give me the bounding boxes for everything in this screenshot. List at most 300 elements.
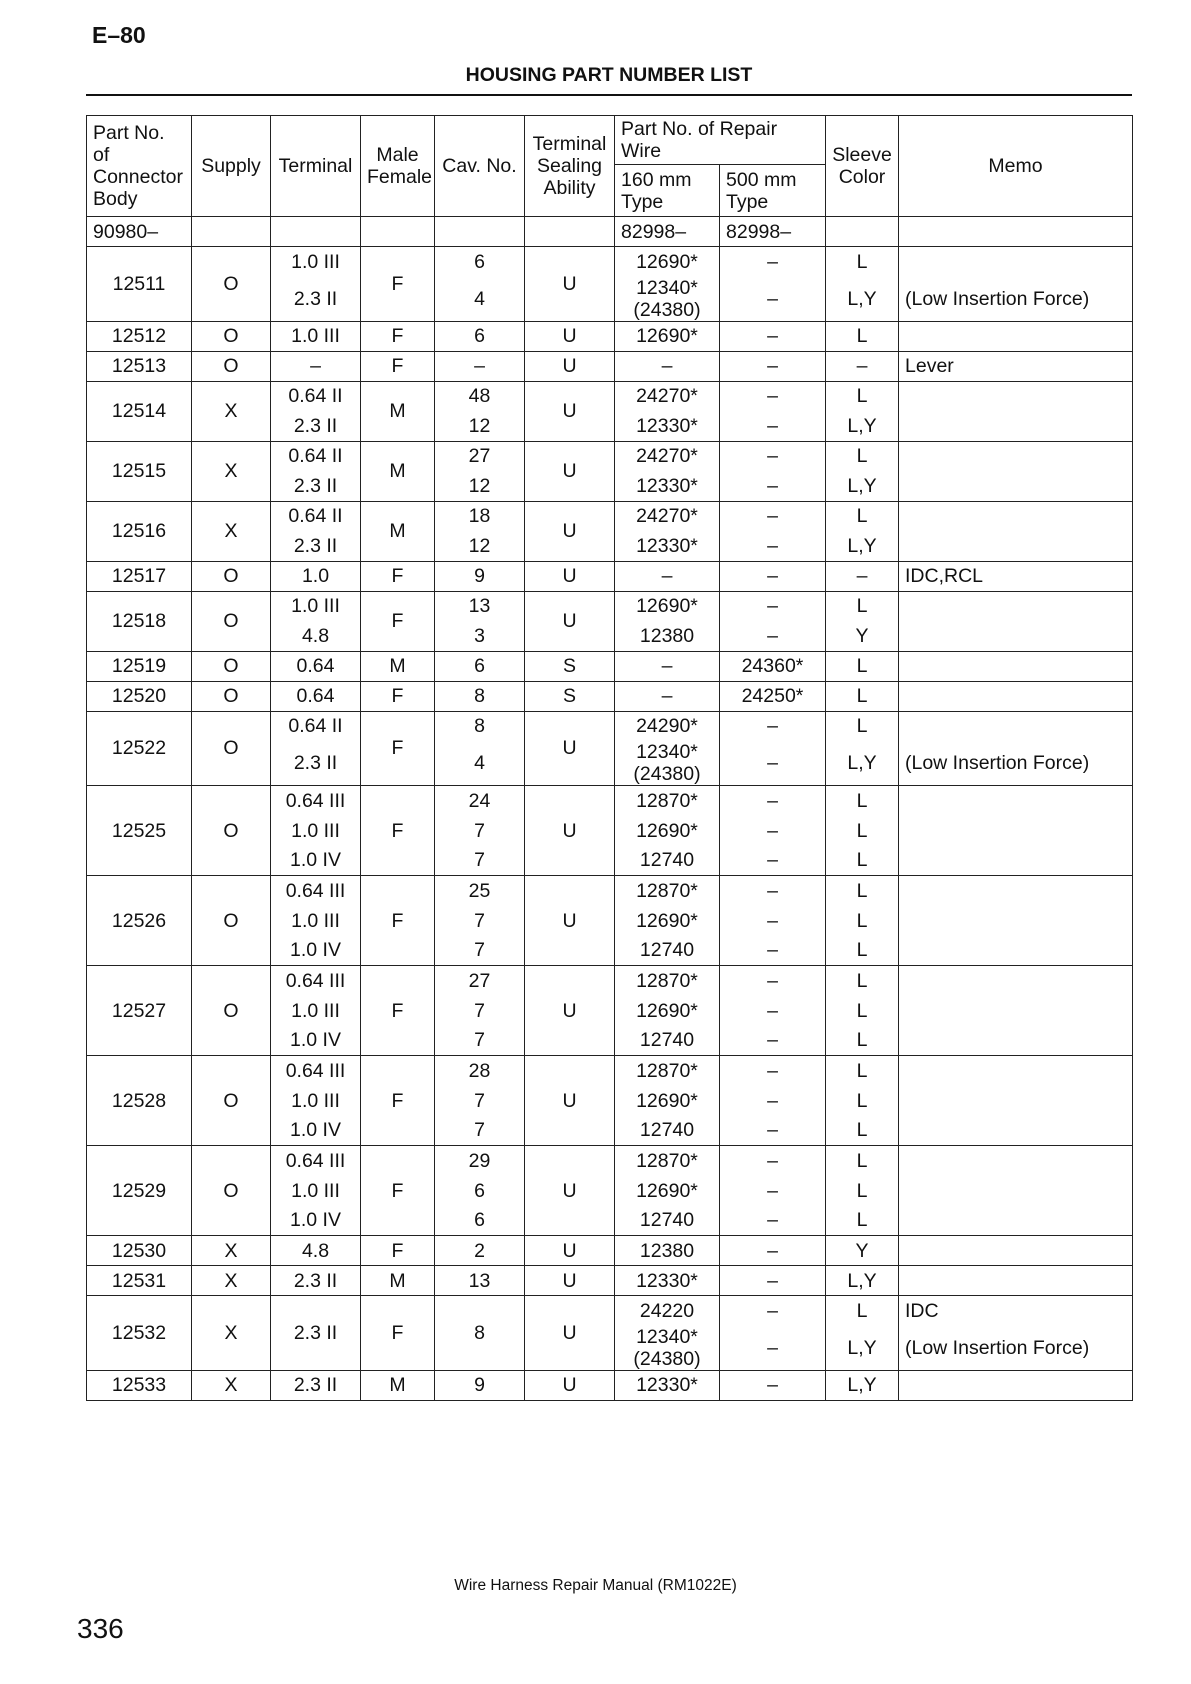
prefix-empty-cell xyxy=(525,217,615,247)
memo-cell xyxy=(899,1116,1133,1146)
cav-no-cell: 8 xyxy=(435,681,525,711)
title-divider xyxy=(86,94,1132,96)
terminal-cell: 0.64 III xyxy=(271,1056,361,1086)
table-row xyxy=(87,1266,1133,1296)
cav-no-cell: 27 xyxy=(435,966,525,996)
sealing-cell: U xyxy=(525,1296,615,1371)
repair-wire-500mm-cell: – xyxy=(720,501,826,531)
sealing-cell: U xyxy=(525,876,615,966)
memo-cell xyxy=(899,321,1133,351)
repair-wire-500mm-cell: – xyxy=(720,381,826,411)
memo-cell: (Low Insertion Force) xyxy=(899,741,1133,786)
cav-no-cell: 7 xyxy=(435,1116,525,1146)
supply-cell: X xyxy=(192,1370,271,1400)
repair-wire-500mm-cell: – xyxy=(720,351,826,381)
sleeve-color-cell: L,Y xyxy=(826,1326,899,1371)
footer-manual-title: Wire Harness Repair Manual (RM1022E) xyxy=(454,1577,737,1594)
table-row xyxy=(87,651,1133,681)
memo-cell xyxy=(899,411,1133,441)
memo-cell xyxy=(899,681,1133,711)
repair-wire-500mm-cell: – xyxy=(720,531,826,561)
repair-wire-160mm-cell: 12380 xyxy=(615,1236,720,1266)
supply-cell: O xyxy=(192,247,271,322)
repair-wire-160mm-cell: 24270* xyxy=(615,381,720,411)
terminal-cell: 0.64 III xyxy=(271,966,361,996)
memo-cell xyxy=(899,1206,1133,1236)
sleeve-color-cell: L xyxy=(826,591,899,621)
sleeve-color-cell: L xyxy=(826,786,899,816)
repair-wire-500mm-cell: – xyxy=(720,966,826,996)
part-number-cell: 12525 xyxy=(87,786,192,876)
repair-wire-500mm-cell: – xyxy=(720,277,826,322)
supply-cell: O xyxy=(192,321,271,351)
cav-no-cell: 6 xyxy=(435,321,525,351)
memo-cell xyxy=(899,816,1133,846)
sleeve-color-cell: L,Y xyxy=(826,277,899,322)
header-sleeve-color: Sleeve Color xyxy=(826,116,899,217)
repair-wire-160mm-cell: 12870* xyxy=(615,1146,720,1176)
male-female-cell: M xyxy=(361,651,435,681)
male-female-cell: F xyxy=(361,591,435,651)
terminal-cell: 2.3 II xyxy=(271,531,361,561)
cav-no-cell: 28 xyxy=(435,1056,525,1086)
part-number-cell: 12519 xyxy=(87,651,192,681)
supply-cell: O xyxy=(192,651,271,681)
repair-wire-160mm-cell: – xyxy=(615,561,720,591)
repair-wire-160mm-cell: 12690* xyxy=(615,247,720,277)
memo-cell xyxy=(899,471,1133,501)
male-female-cell: F xyxy=(361,321,435,351)
cav-no-cell: 7 xyxy=(435,996,525,1026)
repair-wire-500mm-cell: – xyxy=(720,906,826,936)
part-number-cell: 12514 xyxy=(87,381,192,441)
memo-cell xyxy=(899,966,1133,996)
memo-cell xyxy=(899,1086,1133,1116)
sealing-cell: U xyxy=(525,1056,615,1146)
table-body xyxy=(87,217,1133,1401)
repair-wire-160mm-cell: 12690* xyxy=(615,1176,720,1206)
repair-wire-160mm-cell: 12330* xyxy=(615,1266,720,1296)
supply-cell: O xyxy=(192,681,271,711)
terminal-cell: 1.0 III xyxy=(271,1086,361,1116)
supply-cell: O xyxy=(192,786,271,876)
terminal-cell: 0.64 II xyxy=(271,711,361,741)
repair-wire-160mm-cell: 12330* xyxy=(615,411,720,441)
repair-wire-500mm-cell: – xyxy=(720,411,826,441)
male-female-cell: F xyxy=(361,1056,435,1146)
memo-cell xyxy=(899,651,1133,681)
cav-no-cell: 13 xyxy=(435,591,525,621)
prefix-empty-cell xyxy=(826,217,899,247)
part-number-cell: 12515 xyxy=(87,441,192,501)
sleeve-color-cell: L xyxy=(826,846,899,876)
repair-wire-160mm-cell: 12870* xyxy=(615,876,720,906)
repair-wire-160mm-cell: – xyxy=(615,351,720,381)
sleeve-color-cell: L xyxy=(826,1206,899,1236)
repair-wire-160mm-cell: 12740 xyxy=(615,1116,720,1146)
terminal-cell: 1.0 III xyxy=(271,816,361,846)
repair-wire-500mm-cell: – xyxy=(720,846,826,876)
cav-no-cell: 6 xyxy=(435,247,525,277)
male-female-cell: M xyxy=(361,1266,435,1296)
memo-cell xyxy=(899,996,1133,1026)
table-row xyxy=(87,561,1133,591)
cav-no-cell: 2 xyxy=(435,1236,525,1266)
table-row xyxy=(87,351,1133,381)
terminal-cell: 2.3 II xyxy=(271,741,361,786)
repair-wire-500mm-cell: – xyxy=(720,1296,826,1326)
memo-cell: Lever xyxy=(899,351,1133,381)
part-number-cell: 12527 xyxy=(87,966,192,1056)
sealing-cell: S xyxy=(525,681,615,711)
terminal-cell: 1.0 IV xyxy=(271,1116,361,1146)
male-female-cell: F xyxy=(361,1146,435,1236)
prefix-empty-cell xyxy=(899,217,1133,247)
cav-no-cell: 27 xyxy=(435,441,525,471)
repair-wire-500mm-cell: – xyxy=(720,1206,826,1236)
sleeve-color-cell: Y xyxy=(826,1236,899,1266)
cav-no-cell: – xyxy=(435,351,525,381)
terminal-cell: 2.3 II xyxy=(271,411,361,441)
repair-wire-500mm-cell: – xyxy=(720,471,826,501)
repair-wire-160mm-cell: 12690* xyxy=(615,996,720,1026)
male-female-cell: F xyxy=(361,786,435,876)
table-row xyxy=(87,711,1133,741)
supply-cell: O xyxy=(192,561,271,591)
repair-wire-500mm-cell: – xyxy=(720,1176,826,1206)
cav-no-cell: 13 xyxy=(435,1266,525,1296)
sealing-cell: U xyxy=(525,501,615,561)
repair-wire-160mm-cell: 12380 xyxy=(615,621,720,651)
part-number-cell: 12517 xyxy=(87,561,192,591)
repair-wire-500mm-cell: – xyxy=(720,1266,826,1296)
repair-wire-160mm-cell: 12870* xyxy=(615,1056,720,1086)
male-female-cell: F xyxy=(361,876,435,966)
terminal-cell: 1.0 III xyxy=(271,321,361,351)
part-number-cell: 12511 xyxy=(87,247,192,322)
memo-cell xyxy=(899,876,1133,906)
sleeve-color-cell: Y xyxy=(826,621,899,651)
part-number-cell: 12522 xyxy=(87,711,192,786)
male-female-cell: F xyxy=(361,351,435,381)
cav-no-cell: 7 xyxy=(435,1086,525,1116)
table-row xyxy=(87,441,1133,471)
repair-wire-500mm-cell: – xyxy=(720,441,826,471)
part-number-cell: 12513 xyxy=(87,351,192,381)
table-row xyxy=(87,1370,1133,1400)
memo-cell xyxy=(899,1236,1133,1266)
repair-wire-500mm-cell: – xyxy=(720,321,826,351)
cav-no-cell: 4 xyxy=(435,741,525,786)
terminal-cell: 2.3 II xyxy=(271,471,361,501)
sealing-cell: U xyxy=(525,786,615,876)
memo-cell xyxy=(899,846,1133,876)
repair-wire-500mm-cell: – xyxy=(720,1236,826,1266)
memo-cell: (Low Insertion Force) xyxy=(899,1326,1133,1371)
terminal-cell: 1.0 IV xyxy=(271,936,361,966)
sealing-cell: U xyxy=(525,561,615,591)
terminal-cell: 0.64 III xyxy=(271,786,361,816)
cav-no-cell: 8 xyxy=(435,711,525,741)
sealing-cell: U xyxy=(525,321,615,351)
header-supply: Supply xyxy=(192,116,271,217)
repair-wire-500mm-cell: – xyxy=(720,1056,826,1086)
sealing-cell: U xyxy=(525,1236,615,1266)
header-part-no: Part No. of Connector Body xyxy=(87,116,192,217)
sealing-cell: S xyxy=(525,651,615,681)
supply-cell: X xyxy=(192,381,271,441)
part-number-cell: 12518 xyxy=(87,591,192,651)
cav-no-cell: 12 xyxy=(435,471,525,501)
prefix-part-no: 90980– xyxy=(87,217,192,247)
table-row xyxy=(87,1236,1133,1266)
table-row xyxy=(87,1056,1133,1086)
sleeve-color-cell: L,Y xyxy=(826,1266,899,1296)
repair-wire-500mm-cell: – xyxy=(720,1370,826,1400)
sleeve-color-cell: L xyxy=(826,906,899,936)
sleeve-color-cell: L xyxy=(826,681,899,711)
header-repair-wire: Part No. of Repair Wire xyxy=(615,116,826,165)
repair-wire-160mm-cell: 12740 xyxy=(615,936,720,966)
repair-wire-160mm-cell: 24270* xyxy=(615,441,720,471)
memo-cell xyxy=(899,936,1133,966)
cav-no-cell: 18 xyxy=(435,501,525,531)
table-row xyxy=(87,1146,1133,1176)
sleeve-color-cell: L xyxy=(826,651,899,681)
sleeve-color-cell: L xyxy=(826,1086,899,1116)
terminal-cell: 0.64 II xyxy=(271,381,361,411)
supply-cell: O xyxy=(192,351,271,381)
repair-wire-500mm-cell: – xyxy=(720,591,826,621)
cav-no-cell: 3 xyxy=(435,621,525,651)
supply-cell: O xyxy=(192,1056,271,1146)
memo-cell xyxy=(899,381,1133,411)
male-female-cell: M xyxy=(361,501,435,561)
repair-wire-500mm-cell: – xyxy=(720,876,826,906)
supply-cell: O xyxy=(192,1146,271,1236)
supply-cell: X xyxy=(192,1266,271,1296)
male-female-cell: M xyxy=(361,381,435,441)
sleeve-color-cell: L xyxy=(826,1116,899,1146)
sleeve-color-cell: L xyxy=(826,996,899,1026)
sleeve-color-cell: L xyxy=(826,501,899,531)
memo-cell xyxy=(899,591,1133,621)
cav-no-cell: 7 xyxy=(435,846,525,876)
terminal-cell: 2.3 II xyxy=(271,277,361,322)
repair-wire-160mm-cell: 12330* xyxy=(615,531,720,561)
memo-cell xyxy=(899,1146,1133,1176)
sealing-cell: U xyxy=(525,1266,615,1296)
repair-wire-500mm-cell: – xyxy=(720,786,826,816)
supply-cell: X xyxy=(192,1236,271,1266)
memo-cell xyxy=(899,711,1133,741)
sleeve-color-cell: L,Y xyxy=(826,471,899,501)
memo-cell xyxy=(899,621,1133,651)
repair-wire-500mm-cell: 24250* xyxy=(720,681,826,711)
part-number-cell: 12529 xyxy=(87,1146,192,1236)
memo-cell: IDC xyxy=(899,1296,1133,1326)
repair-wire-160mm-cell: 12340* (24380) xyxy=(615,741,720,786)
male-female-cell: F xyxy=(361,561,435,591)
male-female-cell: F xyxy=(361,966,435,1056)
prefix-empty-cell xyxy=(271,217,361,247)
page-number: 336 xyxy=(77,1613,124,1644)
repair-wire-500mm-cell: – xyxy=(720,741,826,786)
repair-wire-160mm-cell: 24290* xyxy=(615,711,720,741)
sealing-cell: U xyxy=(525,381,615,441)
repair-wire-500mm-cell: – xyxy=(720,1326,826,1371)
repair-wire-160mm-cell: 12690* xyxy=(615,906,720,936)
memo-cell xyxy=(899,441,1133,471)
cav-no-cell: 12 xyxy=(435,411,525,441)
supply-cell: O xyxy=(192,711,271,786)
terminal-cell: 0.64 xyxy=(271,651,361,681)
terminal-cell: 1.0 III xyxy=(271,906,361,936)
sleeve-color-cell: L xyxy=(826,247,899,277)
cav-no-cell: 25 xyxy=(435,876,525,906)
header-male-female: Male Female xyxy=(361,116,435,217)
sealing-cell: U xyxy=(525,966,615,1056)
repair-wire-160mm-cell: 12690* xyxy=(615,591,720,621)
table-row xyxy=(87,966,1133,996)
sleeve-color-cell: L xyxy=(826,1056,899,1086)
repair-wire-160mm-cell: – xyxy=(615,681,720,711)
header-memo: Memo xyxy=(899,116,1133,217)
memo-cell xyxy=(899,1176,1133,1206)
repair-wire-160mm-cell: 12870* xyxy=(615,966,720,996)
sleeve-color-cell: L,Y xyxy=(826,741,899,786)
male-female-cell: M xyxy=(361,441,435,501)
repair-wire-500mm-cell: – xyxy=(720,711,826,741)
memo-cell xyxy=(899,1056,1133,1086)
table-row xyxy=(87,381,1133,411)
memo-cell: (Low Insertion Force) xyxy=(899,277,1133,322)
sleeve-color-cell: L xyxy=(826,936,899,966)
sealing-cell: U xyxy=(525,711,615,786)
repair-wire-500mm-cell: 24360* xyxy=(720,651,826,681)
supply-cell: X xyxy=(192,441,271,501)
table-row xyxy=(87,1296,1133,1326)
sealing-cell: U xyxy=(525,351,615,381)
cav-no-cell: 7 xyxy=(435,906,525,936)
header-sealing-ability: Terminal Sealing Ability xyxy=(525,116,615,217)
terminal-cell: – xyxy=(271,351,361,381)
header-500mm-type: 500 mm Type xyxy=(720,165,826,217)
prefix-500mm: 82998– xyxy=(720,217,826,247)
cav-no-cell: 6 xyxy=(435,1206,525,1236)
male-female-cell: F xyxy=(361,681,435,711)
repair-wire-160mm-cell: 12690* xyxy=(615,1086,720,1116)
prefix-empty-cell xyxy=(435,217,525,247)
terminal-cell: 0.64 III xyxy=(271,876,361,906)
cav-no-cell: 24 xyxy=(435,786,525,816)
supply-cell: O xyxy=(192,966,271,1056)
terminal-cell: 1.0 IV xyxy=(271,1026,361,1056)
supply-cell: X xyxy=(192,501,271,561)
male-female-cell: F xyxy=(361,1236,435,1266)
supply-cell: O xyxy=(192,591,271,651)
repair-wire-160mm-cell: – xyxy=(615,651,720,681)
repair-wire-160mm-cell: 12330* xyxy=(615,471,720,501)
page-title: HOUSING PART NUMBER LIST xyxy=(465,64,753,86)
sleeve-color-cell: L xyxy=(826,816,899,846)
repair-wire-500mm-cell: – xyxy=(720,1086,826,1116)
memo-cell xyxy=(899,1370,1133,1400)
terminal-cell: 2.3 II xyxy=(271,1296,361,1371)
header-cav-no: Cav. No. xyxy=(435,116,525,217)
prefix-empty-cell xyxy=(192,217,271,247)
sleeve-color-cell: L xyxy=(826,1026,899,1056)
supply-cell: X xyxy=(192,1296,271,1371)
cav-no-cell: 7 xyxy=(435,816,525,846)
sleeve-color-cell: – xyxy=(826,561,899,591)
table-row xyxy=(87,501,1133,531)
sleeve-color-cell: L,Y xyxy=(826,411,899,441)
sleeve-color-cell: L xyxy=(826,381,899,411)
part-number-cell: 12530 xyxy=(87,1236,192,1266)
part-number-cell: 12528 xyxy=(87,1056,192,1146)
part-number-cell: 12520 xyxy=(87,681,192,711)
cav-no-cell: 12 xyxy=(435,531,525,561)
table-prefix-row xyxy=(87,217,1133,247)
memo-cell xyxy=(899,501,1133,531)
terminal-cell: 1.0 III xyxy=(271,247,361,277)
repair-wire-160mm-cell: 12740 xyxy=(615,846,720,876)
memo-cell xyxy=(899,1266,1133,1296)
repair-wire-160mm-cell: 12690* xyxy=(615,321,720,351)
sealing-cell: U xyxy=(525,1146,615,1236)
male-female-cell: F xyxy=(361,711,435,786)
table-row xyxy=(87,876,1133,906)
repair-wire-500mm-cell: – xyxy=(720,816,826,846)
section-code: E–80 xyxy=(92,22,146,48)
repair-wire-160mm-cell: 12330* xyxy=(615,1370,720,1400)
repair-wire-160mm-cell: 12740 xyxy=(615,1026,720,1056)
terminal-cell: 2.3 II xyxy=(271,1266,361,1296)
memo-cell xyxy=(899,906,1133,936)
repair-wire-500mm-cell: – xyxy=(720,247,826,277)
sleeve-color-cell: L,Y xyxy=(826,1370,899,1400)
sleeve-color-cell: L xyxy=(826,441,899,471)
cav-no-cell: 9 xyxy=(435,1370,525,1400)
table-row xyxy=(87,321,1133,351)
prefix-160mm: 82998– xyxy=(615,217,720,247)
cav-no-cell: 9 xyxy=(435,561,525,591)
housing-part-number-table xyxy=(86,115,1133,1401)
part-number-cell: 12526 xyxy=(87,876,192,966)
terminal-cell: 0.64 II xyxy=(271,501,361,531)
part-number-cell: 12533 xyxy=(87,1370,192,1400)
memo-cell xyxy=(899,531,1133,561)
cav-no-cell: 7 xyxy=(435,936,525,966)
cav-no-cell: 8 xyxy=(435,1296,525,1371)
cav-no-cell: 7 xyxy=(435,1026,525,1056)
repair-wire-500mm-cell: – xyxy=(720,1116,826,1146)
terminal-cell: 0.64 xyxy=(271,681,361,711)
memo-cell xyxy=(899,247,1133,277)
repair-wire-500mm-cell: – xyxy=(720,621,826,651)
terminal-cell: 2.3 II xyxy=(271,1370,361,1400)
repair-wire-500mm-cell: – xyxy=(720,1026,826,1056)
repair-wire-160mm-cell: 24220 xyxy=(615,1296,720,1326)
repair-wire-160mm-cell: 12340* (24380) xyxy=(615,277,720,322)
repair-wire-500mm-cell: – xyxy=(720,936,826,966)
table-row xyxy=(87,786,1133,816)
cav-no-cell: 29 xyxy=(435,1146,525,1176)
sealing-cell: U xyxy=(525,247,615,322)
male-female-cell: F xyxy=(361,1296,435,1371)
header-160mm-type: 160 mm Type xyxy=(615,165,720,217)
